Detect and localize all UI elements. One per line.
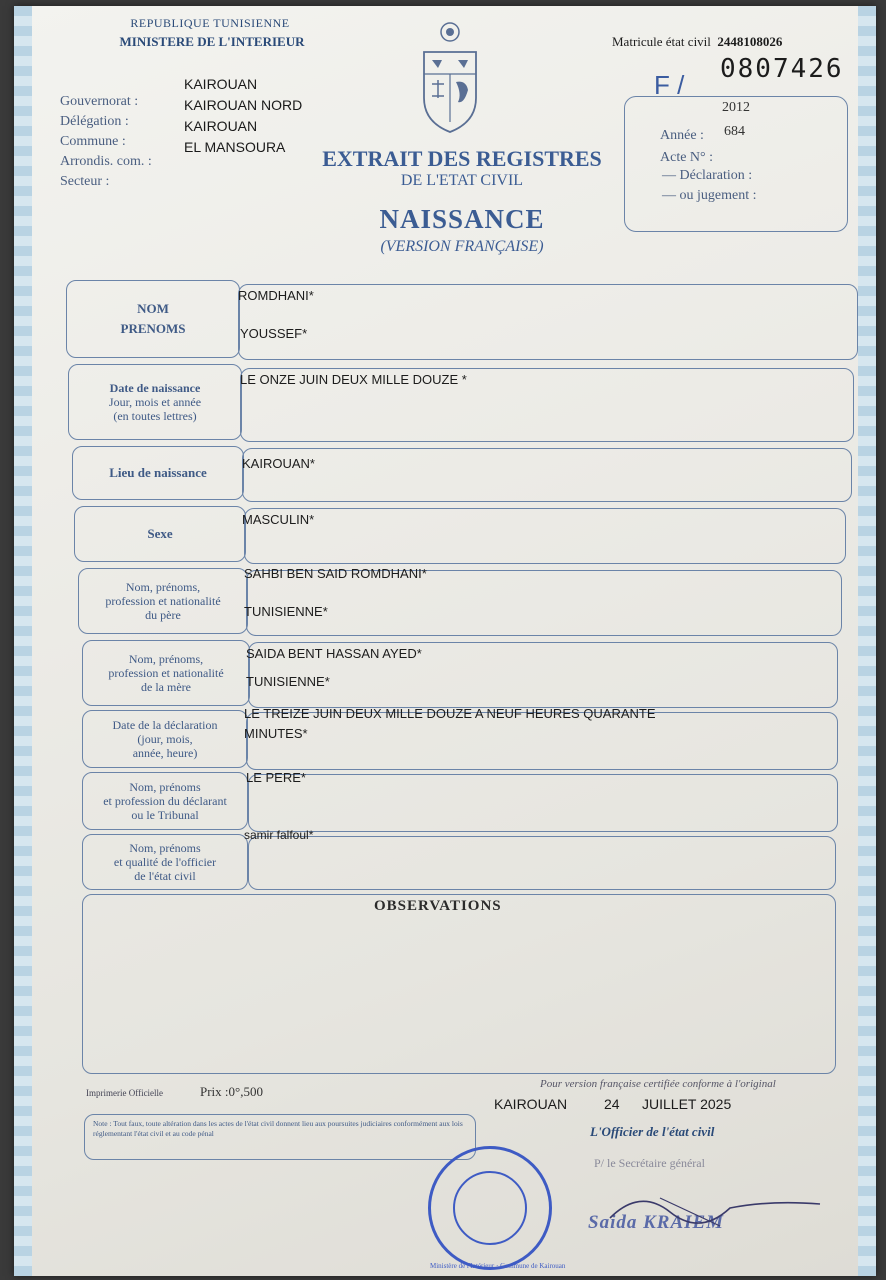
label-declarant (82, 772, 248, 830)
value-mere-nationalite: TUNISIENNE* (246, 674, 330, 689)
label-pere-3: du père (145, 608, 181, 622)
value-arrondissement: EL MANSOURA (184, 139, 286, 155)
stamp-text: Ministère de l'Intérieur · Commune de Kairouan (430, 1262, 566, 1270)
label-mere (82, 640, 250, 706)
label-declaration-2: (jour, mois, (137, 732, 193, 746)
value-officier: samir falfoul* (244, 828, 314, 842)
label-date-naissance-3: (en toutes lettres) (113, 409, 197, 423)
label-declaration-1: Date de la déclaration (112, 718, 218, 732)
stamp-emblem-icon (453, 1171, 527, 1245)
serial-prefix: F / (654, 70, 685, 100)
label-pere (78, 568, 248, 634)
value-prenoms: YOUSSEF* (240, 326, 308, 341)
officer-title: L'Officier de l'état civil (590, 1124, 715, 1139)
field-officier (248, 836, 836, 890)
label-arrondissement: Arrondis. com. : (60, 154, 152, 169)
value-pere-nationalite: TUNISIENNE* (244, 604, 328, 619)
certified-text: Pour version française certifiée conforme à l'original (540, 1078, 776, 1090)
label-prenoms: PRENOMS (120, 321, 186, 336)
label-officier-2: et qualité de l'officier (113, 855, 217, 869)
label-declaration (82, 710, 248, 768)
annee-value: 2012 (722, 100, 750, 115)
label-commune: Commune : (60, 134, 126, 149)
label-date-naissance (68, 364, 242, 440)
matricule-line (612, 34, 782, 50)
value-pere-nom: SAHBI BEN SAID ROMDHANI* (244, 566, 427, 581)
label-date-naissance-2: Jour, mois et année (108, 395, 202, 409)
value-declaration-line1: LE TREIZE JUIN DEUX MILLE DOUZE A NEUF HEURES QUARANTE (244, 706, 656, 721)
field-sexe (244, 508, 846, 564)
registry-box (624, 96, 848, 232)
footer-month-year: JUILLET 2025 (642, 1096, 732, 1112)
label-secteur: Secteur : (60, 174, 110, 189)
title-version: (VERSION FRANÇAISE) (380, 238, 544, 255)
title-etat-civil: DE L'ETAT CIVIL (400, 172, 524, 189)
value-date-naissance: LE ONZE JUIN DEUX MILLE DOUZE * (240, 372, 467, 387)
label-declarant-2: et profession du déclarant (103, 794, 227, 808)
label-sexe: Sexe (74, 506, 246, 562)
value-delegation: KAIROUAN NORD (184, 97, 303, 113)
serial-number: 0807426 (720, 54, 844, 84)
label-declarant-1: Nom, prénoms (129, 780, 201, 794)
label-pere-2: profession et nationalité (105, 594, 221, 608)
jugement-label: — ou jugement : (662, 188, 757, 203)
label-lieu-naissance: Lieu de naissance (72, 446, 244, 500)
field-lieu-naissance (242, 448, 852, 502)
declaration-label: — Déclaration : (662, 168, 753, 183)
observations-label: OBSERVATIONS (374, 898, 502, 914)
value-sexe: MASCULIN* (242, 512, 315, 527)
acte-value: 684 (724, 124, 745, 139)
location-labels (60, 92, 190, 192)
label-pere-1: Nom, prénoms, (125, 580, 201, 594)
footer-day: 24 (604, 1096, 620, 1112)
label-officier-1: Nom, prénoms (129, 841, 201, 855)
signature-name: Saida KRAIEM (588, 1212, 725, 1233)
field-nom-prenoms (238, 284, 858, 360)
decorative-border-left (14, 6, 32, 1276)
legal-note: Note : Tout faux, toute altération dans les actes de l'état civil donnent lieu aux poursuites judiciaires conformément aux lois réglementant l'état civil et au code pénal (84, 1114, 476, 1160)
label-mere-2: profession et nationalité (108, 666, 224, 680)
annee-label: Année : (660, 128, 704, 143)
label-nom: NOM (137, 301, 169, 316)
footer-city: KAIROUAN (494, 1096, 568, 1112)
printer-label: Imprimerie Officielle (86, 1088, 164, 1098)
matricule-value: 2448108026 (717, 34, 783, 49)
signature-title: P/ le Secrétaire général (594, 1156, 705, 1170)
tunisia-emblem-icon (414, 18, 486, 136)
label-mere-1: Nom, prénoms, (128, 652, 204, 666)
value-lieu-naissance: KAIROUAN* (242, 456, 315, 471)
matricule-label: Matricule état civil (612, 34, 711, 49)
label-declaration-3: année, heure) (132, 746, 198, 760)
official-stamp (428, 1146, 566, 1270)
acte-label: Acte N° : (660, 150, 714, 165)
label-delegation: Délégation : (60, 114, 129, 129)
value-gouvernorat: KAIROUAN (184, 76, 258, 92)
label-date-naissance-1: Date de naissance (109, 381, 201, 395)
observations-box (82, 894, 836, 1074)
decorative-border-right (858, 6, 876, 1276)
value-declaration-line2: MINUTES* (244, 726, 308, 741)
handwritten-signature-icon (600, 1178, 840, 1238)
country-name: REPUBLIQUE TUNISIENNE (130, 16, 290, 30)
label-officier (82, 834, 248, 890)
ministry-name: MINISTERE DE L'INTERIEUR (119, 34, 305, 49)
title-naissance: NAISSANCE (379, 204, 545, 234)
label-gouvernorat: Gouvernorat : (60, 94, 139, 109)
price-label: Prix :0°,500 (200, 1084, 263, 1099)
value-mere-nom: SAIDA BENT HASSAN AYED* (246, 646, 422, 661)
value-nom: ROMDHANI* (238, 288, 314, 303)
title-extrait: EXTRAIT DES REGISTRES (322, 146, 602, 171)
label-officier-3: de l'état civil (134, 869, 196, 883)
label-nom-prenoms (66, 280, 240, 358)
label-declarant-3: ou le Tribunal (131, 808, 199, 822)
value-declarant: LE PERE* (246, 770, 306, 785)
value-commune: KAIROUAN (184, 118, 258, 134)
label-mere-3: de la mère (141, 680, 191, 694)
field-declarant (248, 774, 838, 832)
